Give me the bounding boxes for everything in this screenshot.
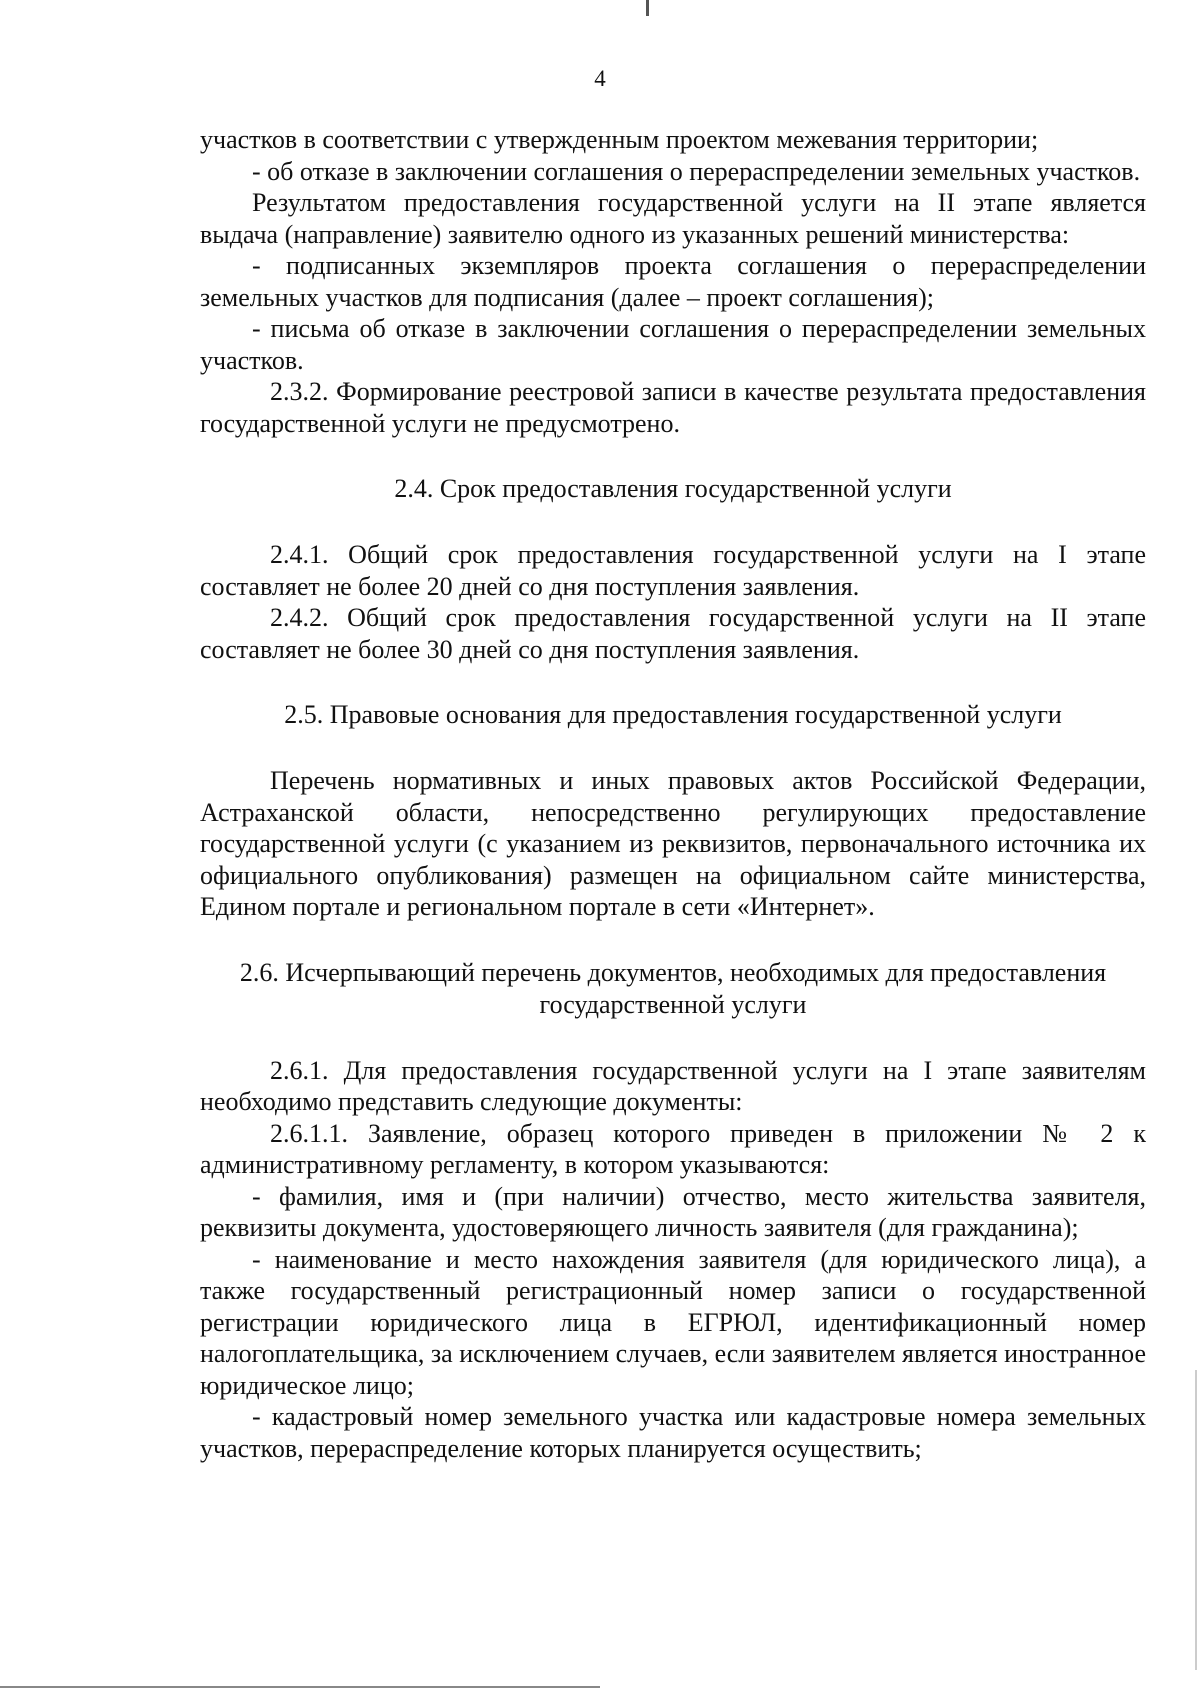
paragraph: 2.6.1.1. Заявление, образец которого приведен в приложении № 2 к административному регламенту, в котором указываются: bbox=[200, 1118, 1146, 1179]
paragraph: Результатом предоставления государственной услуги на II этапе является выдача (направление) заявителю одного из указанных решений министерства: bbox=[200, 188, 1146, 249]
scan-mark bbox=[646, 0, 649, 16]
paragraph: Перечень нормативных и иных правовых актов Российской Федерации, Астраханской области, непосредственно регулирующих предоставление государственной услуги (с указанием из реквизитов, первоначального источника их официального опубликования) размещен на официальном сайте министерства, Едином портале и региональном портале в сети «Интернет». bbox=[200, 766, 1146, 921]
page-number: 4 bbox=[594, 66, 606, 91]
paragraph: - подписанных экземпляров проекта соглашения о перераспределении земельных участков для подписания (далее – проект соглашения); bbox=[200, 251, 1146, 312]
paragraph: 2.6.1. Для предоставления государственной услуги на I этапе заявителям необходимо представить следующие документы: bbox=[200, 1055, 1146, 1116]
paragraph: 2.4.1. Общий срок предоставления государственной услуги на I этапе составляет не более 20 дней со дня поступления заявления. bbox=[200, 540, 1146, 601]
document-body bbox=[200, 124, 1146, 1464]
paragraph: - кадастровый номер земельного участка или кадастровые номера земельных участков, перераспределение которых планируется осуществить; bbox=[200, 1402, 1146, 1463]
section-heading: 2.5. Правовые основания для предоставления государственной услуги bbox=[284, 700, 1062, 729]
paragraph: - фамилия, имя и (при наличии) отчество, место жительства заявителя, реквизиты документа, удостоверяющего личность заявителя (для гражданина); bbox=[200, 1181, 1146, 1242]
section-heading: 2.4. Срок предоставления государственной услуги bbox=[394, 474, 952, 503]
scan-edge-shadow bbox=[1195, 1370, 1197, 1670]
paragraph: - наименование и место нахождения заявителя (для юридического лица), а также государственный регистрационный номер записи о государственной регистрации юридического лица в ЕГРЮЛ, идентификационный номер налогоплательщика, за исключением случаев, если заявителем является иностранное юридическое лицо; bbox=[200, 1244, 1146, 1400]
paragraph: 2.4.2. Общий срок предоставления государственной услуги на II этапе составляет не более 30 дней со дня поступления заявления. bbox=[200, 603, 1146, 664]
paragraph: 2.3.2. Формирование реестровой записи в качестве результата предоставления государственной услуги не предусмотрено. bbox=[200, 377, 1146, 438]
paragraph: - письма об отказе в заключении соглашения о перераспределении земельных участков. bbox=[200, 314, 1146, 375]
paragraph: участков в соответствии с утвержденным проектом межевания территории; bbox=[200, 125, 1039, 154]
paragraph: - об отказе в заключении соглашения о перераспределении земельных участков. bbox=[252, 156, 1141, 186]
scan-edge-line bbox=[0, 1686, 600, 1688]
section-heading: 2.6. Исчерпывающий перечень документов, необходимых для предоставления государственной услуги bbox=[239, 957, 1107, 1019]
